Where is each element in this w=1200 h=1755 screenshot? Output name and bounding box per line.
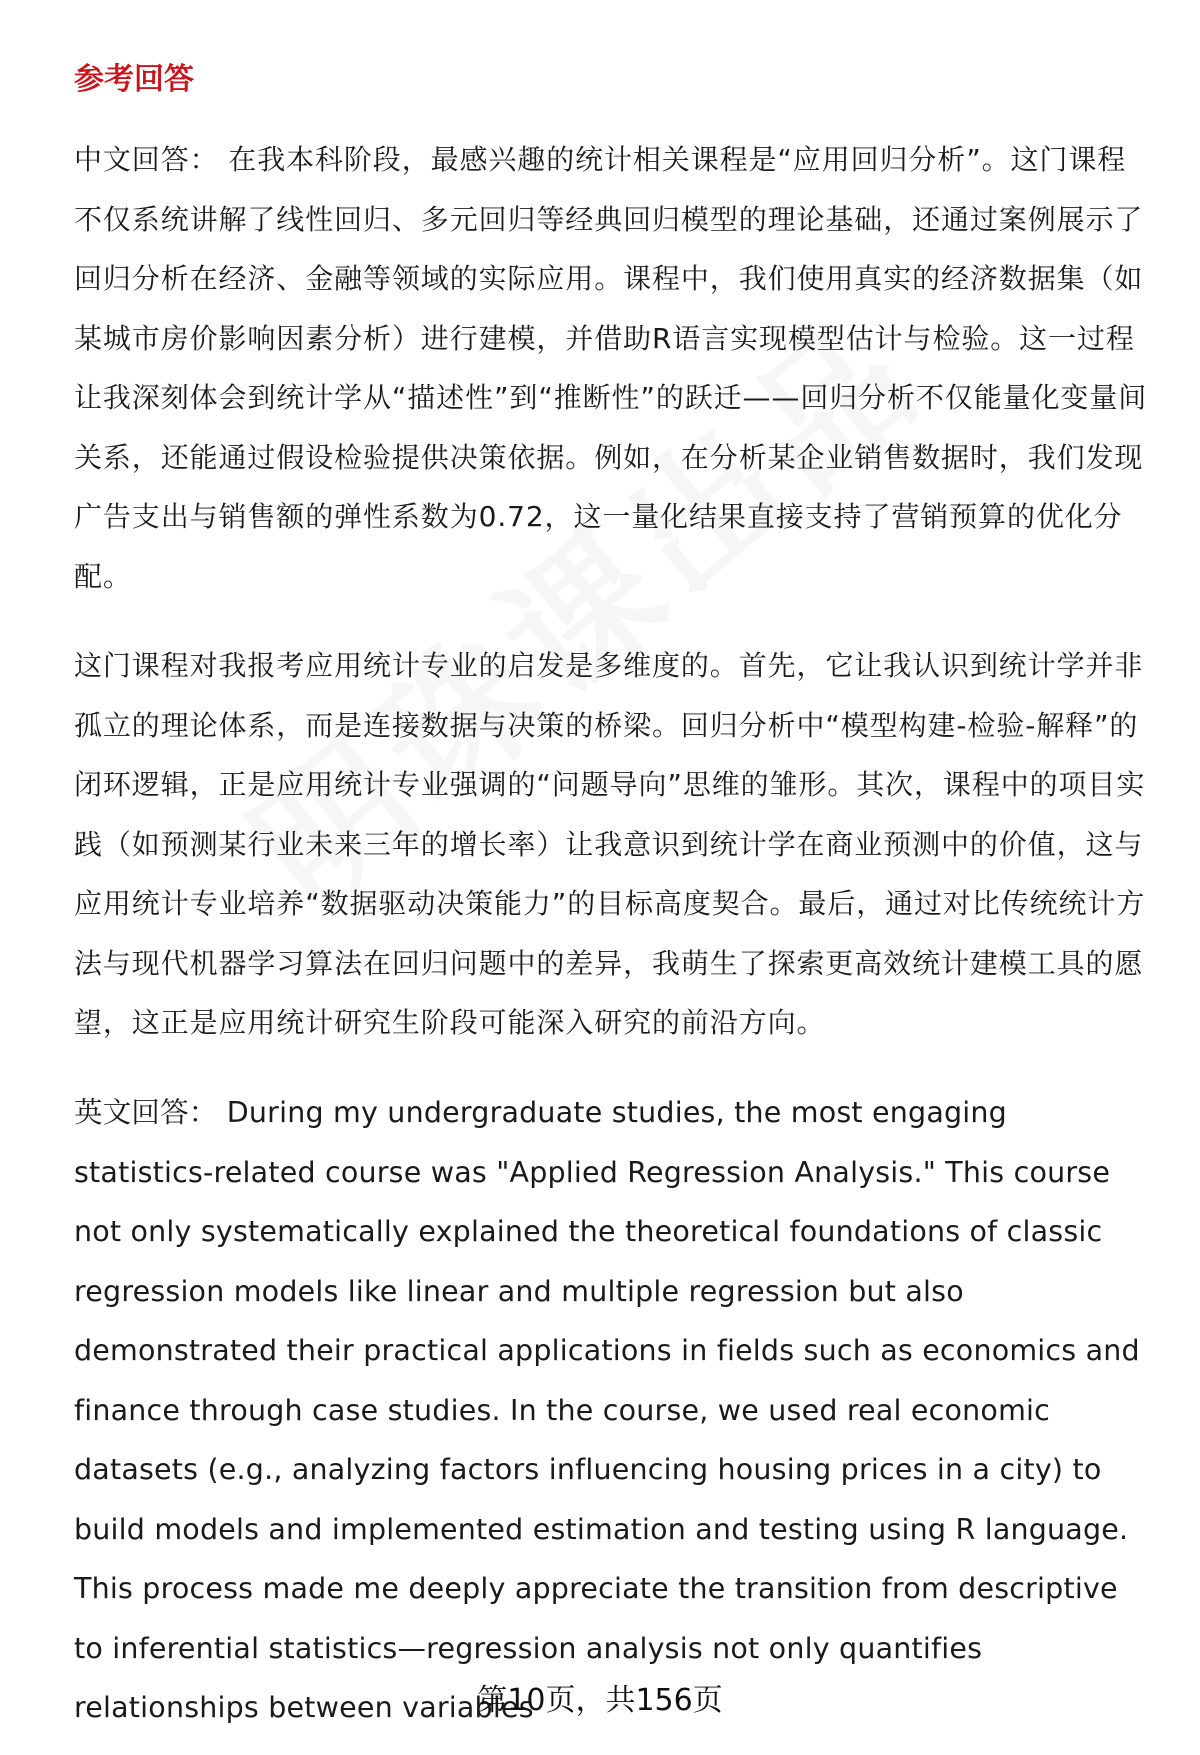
section-heading: 参考回答 <box>74 62 194 97</box>
chinese-answer-paragraph-2: 这门课程对我报考应用统计专业的启发是多维度的。首先，它让我认识到统计学并非孤立的理论体系，而是连接数据与决策的桥梁。回归分析中“模型构建-检验-解释”的闭环逻辑，正是应用统计专业强调的“问题导向”思维的雏形。其次，课程中的项目实践（如预测某行业未来三年的增长率）让我意识到统计学在商业预测中的价值，这与应用统计专业培养“数据驱动决策能力”的目标高度契合。最后，通过对比传统统计方法与现代机器学习算法在回归问题中的差异，我萌生了探索更高效统计建模工具的愿望，这正是应用统计研究生阶段可能深入研究的前沿方向。 <box>74 649 1146 1039</box>
page-number-footer: 第10页，共156页 <box>477 1683 723 1718</box>
english-answer-paragraph: 英文回答： During my undergraduate studies, the most engaging statistics-related course was "Applied Regression Analysis." This course not only systematically explained the theoretical foundations of classic regression models like linear and multiple regression but also demonstrated their practical applications in fields such as economics and finance through case studies. In the course, we used real economic datasets (e.g., analyzing factors influencing housing prices in a city) to build models and implemented estimation and testing using R language. This process made me deeply appreciate the transition from descriptive to inferential statistics—regression analysis not only quantifies relationships between variables <box>74 1096 1140 1724</box>
chinese-answer-paragraph-1: 中文回答： 在我本科阶段，最感兴趣的统计相关课程是“应用回归分析”。这门课程不仅系统讲解了线性回归、多元回归等经典回归模型的理论基础，还通过案例展示了回归分析在经济、金融等领域的实际应用。课程中，我们使用真实的经济数据集（如某城市房价影响因素分析）进行建模，并借助R语言实现模型估计与检验。这一过程让我深刻体会到统计学从“描述性”到“推断性”的跃迁——回归分析不仅能量化变量间关系，还能通过假设检验提供决策依据。例如，在分析某企业销售数据时，我们发现广告支出与销售额的弹性系数为0.72，这一量化结果直接支持了营销预算的优化分配。 <box>74 143 1148 593</box>
